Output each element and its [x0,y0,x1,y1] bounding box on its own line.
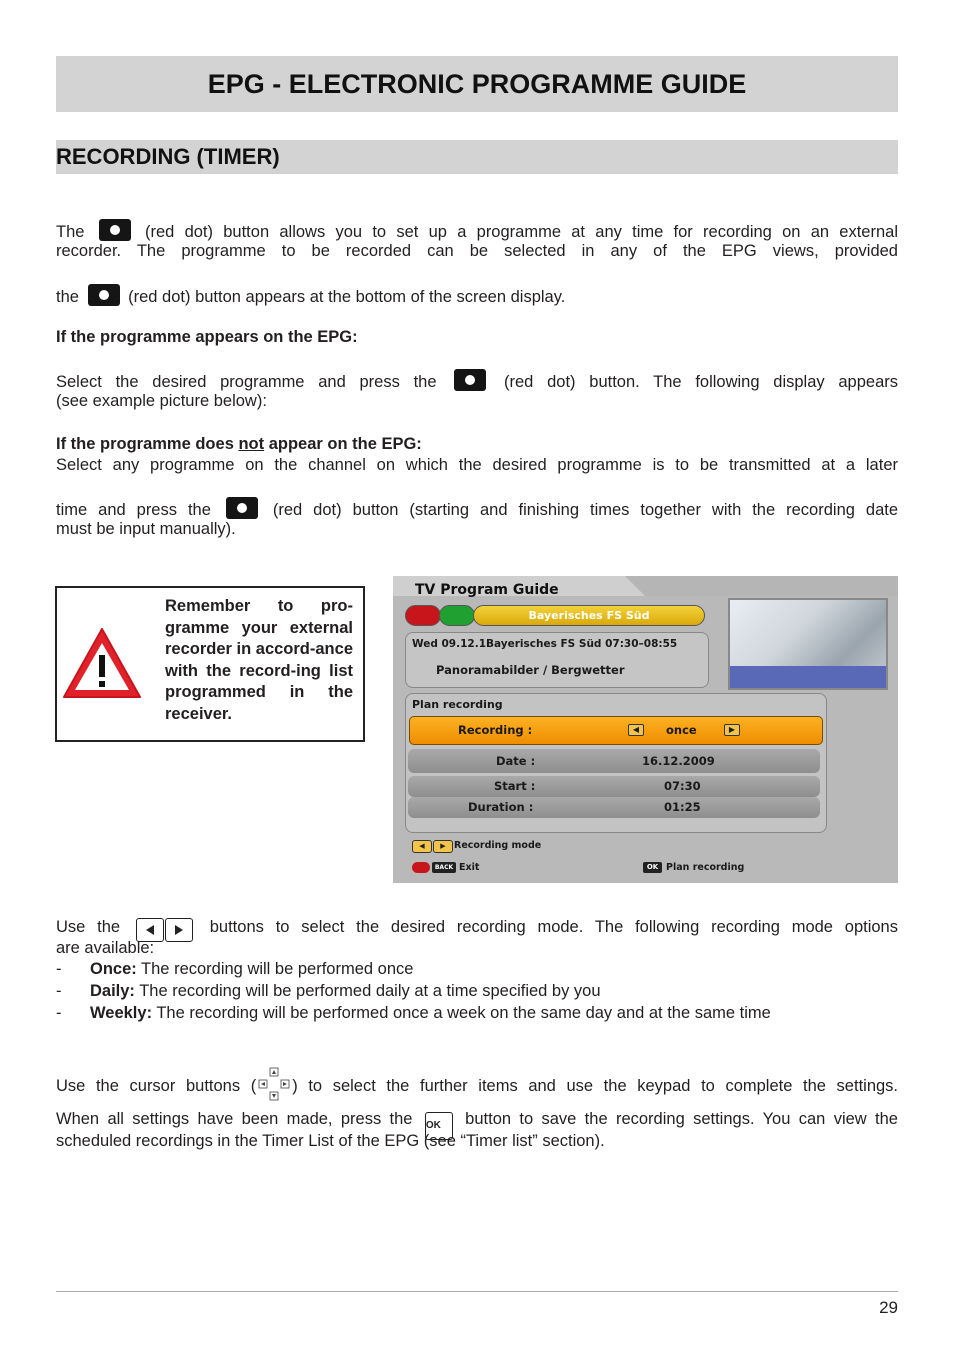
mode-label: Once: [90,960,137,978]
tv-start-value: 07:30 [664,779,701,793]
tv-preview-image [728,598,888,690]
tv-hint-back-key: BACK [432,862,456,873]
list-dash: - [56,1004,62,1022]
case1-line-1 [56,369,898,393]
tv-start-label: Start : [494,779,536,793]
mode-label: Weekly: [90,1004,153,1022]
tv-info-line: Wed 09.12.1Bayerisches FS Süd 07:30–08:55 [412,638,678,650]
tv-hint-mode: Recording mode [454,840,542,851]
footer-divider [56,1291,898,1292]
tv-title: TV Program Guide [415,582,559,598]
tv-start-row[interactable] [408,776,820,797]
list-dash: - [56,960,62,978]
save-text: button to save the recording settings. You can view the [465,1110,898,1128]
tv-info-box [405,632,709,688]
mode-label: Daily: [90,982,135,1000]
intro-line-2: recorder. The programme to be recorded can be selected in any of the EPG views, provided [56,242,898,260]
intro-text: (red dot) button allows you to set up a programme at any time for recording on an external [144,223,899,241]
case2-heading-text: If the programme does [56,435,239,453]
tv-green-pill [439,605,475,626]
case2-heading [56,434,898,455]
tv-left-arrow-icon: ◀ [628,724,644,736]
case2-line-3: must be input manually). [56,520,236,538]
save-line-2: scheduled recordings in the Timer List of the EPG (see “Timer list” section). [56,1132,605,1150]
page-number: 29 [879,1298,898,1317]
intro-text: the [56,288,79,306]
mode-description: The recording will be performed daily at a time specified by you [134,982,601,1000]
tv-preview-overlay [730,666,886,688]
tv-date-label: Date : [496,754,536,768]
cursor-text: Use the cursor buttons ( [56,1077,257,1095]
tv-plan-label: Plan recording [412,698,503,711]
tv-channel-pill [473,605,705,626]
case1-heading: If the programme appears on the EPG: [56,328,358,346]
section-title: RECORDING (TIMER) [56,144,280,169]
mode-description: The recording will be performed once a week on the same day and at the same time [152,1004,771,1022]
case1-line-2: (see example picture below): [56,392,267,410]
cursor-line [56,1067,898,1101]
red-dot-button-icon [99,219,131,241]
tv-date-value: 16.12.2009 [642,754,715,768]
tv-program-guide-screenshot [393,576,898,883]
tv-recording-value: once [666,723,697,737]
case2-heading-text: appear on the EPG: [264,435,422,453]
tv-right-arrow-icon: ▶ [724,724,740,736]
modes-text: buttons to select the desired recording mode. The following recording mode options [209,918,898,936]
tv-programme-title: Panoramabilder / Bergwetter [436,663,625,677]
list-dash: - [56,982,62,1000]
tv-duration-label: Duration : [468,800,534,814]
warning-text: Remember to pro-gramme your external recorder in accord-ance with the record-ing list programmed in the receiver. [165,597,353,723]
cursor-keys-icon [257,1067,291,1101]
tv-recording-label: Recording : [458,723,533,737]
section-title-bar [56,140,898,174]
tv-red-pill [405,605,441,626]
case1-text: (red dot) button. The following display appears [504,373,898,391]
save-text: When all settings have been made, press the [56,1110,413,1128]
case2-text: time and press the [56,501,211,519]
modes-line-2: are available: [56,939,155,957]
case1-text: Select the desired programme and press the [56,373,437,391]
case2-heading-not: not [238,435,265,453]
tv-date-row[interactable] [408,749,820,773]
tv-duration-row[interactable] [408,797,820,818]
tv-hint-plan: Plan recording [666,862,745,873]
intro-text: The [56,223,85,241]
tv-hint-exit: Exit [459,862,480,873]
intro-line-3 [56,284,898,308]
red-dot-button-icon [88,284,120,306]
ok-button-icon: OK [425,1112,453,1140]
tv-channel-name: Bayerisches FS Süd [528,609,650,622]
tv-hint-right-icon: ▶ [433,840,453,853]
red-dot-button-icon [454,369,486,391]
warning-triangle-icon [61,626,143,700]
tv-hint-left-icon: ◀ [412,840,432,853]
mode-description: The recording will be performed once [136,960,414,978]
cursor-text: ) to select the further items and use the keypad to complete the settings. [292,1077,899,1095]
chapter-title-bar [56,56,898,112]
modes-text: Use the [56,918,121,936]
case2-line-2 [56,497,898,521]
tv-hint-ok-key: OK [643,862,662,873]
case2-line-1: Select any programme on the channel on which the desired programme is to be transmitted at a later [56,456,898,474]
tv-duration-value: 01:25 [664,800,701,814]
intro-line-1 [56,219,898,243]
tv-recording-row[interactable] [409,716,823,745]
warning-box [55,586,365,742]
case2-text: (red dot) button (starting and finishing times together with the recording date [272,501,899,519]
red-dot-button-icon [226,497,258,519]
intro-text: (red dot) button appears at the bottom of the screen display. [128,288,566,306]
tv-hint-red-icon [412,862,430,873]
chapter-title: EPG - ELECTRONIC PROGRAMME GUIDE [207,69,747,99]
